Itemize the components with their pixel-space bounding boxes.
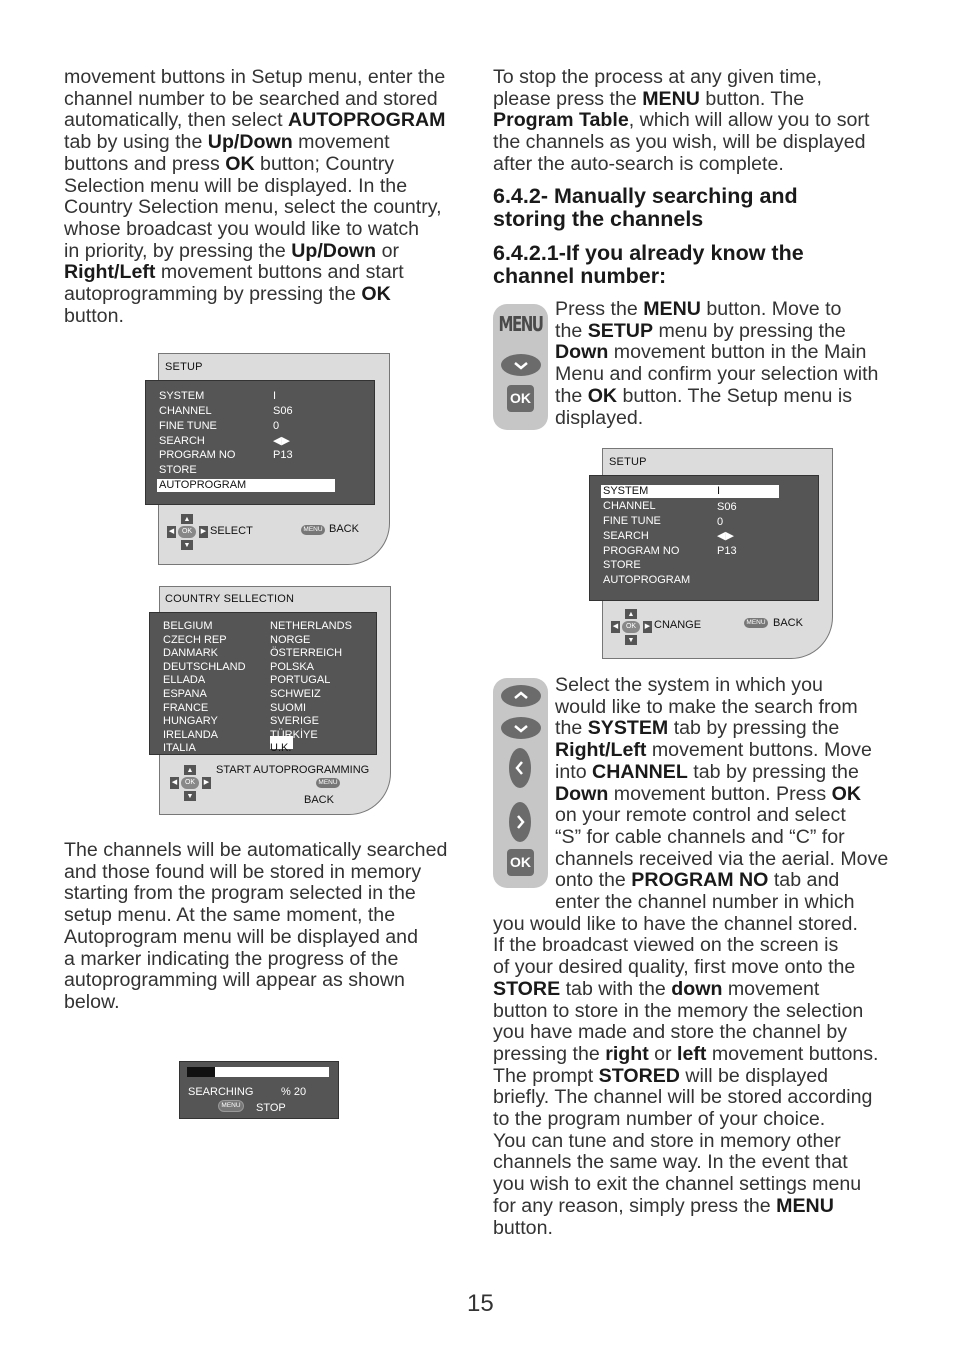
menu-item-channel[interactable]: CHANNEL bbox=[159, 405, 212, 417]
nav-keys-icon bbox=[167, 514, 209, 554]
menu-item-system[interactable]: SYSTEM bbox=[603, 485, 649, 497]
setup-menu-panel bbox=[589, 475, 819, 601]
back-hint: BACK bbox=[773, 617, 803, 629]
section-heading: 6.4.2- Manually searching and storing the channels bbox=[493, 184, 798, 231]
value-system: I bbox=[717, 485, 721, 497]
menu-item-system[interactable]: SYSTEM bbox=[159, 390, 205, 402]
country-option[interactable]: POLSKA bbox=[270, 660, 315, 673]
nav-keys-icon bbox=[170, 765, 212, 805]
country-option[interactable]: SVERIGE bbox=[270, 715, 319, 728]
menu-item-fine-tune[interactable]: FINE TUNE bbox=[603, 515, 661, 527]
stop-hint: STOP bbox=[256, 1102, 286, 1114]
searching-label: SEARCHING bbox=[188, 1086, 254, 1098]
menu-button-icon: MENU bbox=[498, 311, 543, 337]
menu-item-search[interactable]: SEARCH bbox=[603, 530, 649, 542]
stop-process-paragraph: To stop the process at any given time, please press the MENU button. The Program Table, which will allow you to sort the channels as you wish, will be displayed after the auto-search is complete. bbox=[493, 66, 870, 175]
country-list-panel bbox=[149, 612, 377, 755]
nav-left-icon: ◀ bbox=[170, 777, 179, 789]
nav-up-icon: ▲ bbox=[625, 609, 637, 619]
search-percent: % 20 bbox=[281, 1086, 307, 1098]
menu-item-program-no[interactable]: PROGRAM NO bbox=[159, 449, 236, 461]
back-hint: BACK bbox=[329, 523, 359, 535]
country-option[interactable]: SCHWEIZ bbox=[270, 688, 321, 700]
country-option[interactable]: DANMARK bbox=[163, 647, 219, 660]
setup-menu-title: SETUP bbox=[165, 361, 203, 373]
setup-menu-title: SETUP bbox=[609, 456, 647, 468]
value-program-no: P13 bbox=[273, 449, 293, 461]
menu-key-icon: MENU bbox=[744, 618, 768, 628]
nav-right-icon: ▶ bbox=[202, 777, 211, 789]
setup-menu-panel bbox=[145, 380, 375, 505]
page-number: 15 bbox=[467, 1290, 494, 1317]
country-option[interactable]: NETHERLANDS bbox=[270, 620, 352, 632]
value-search: ◀▶ bbox=[717, 530, 734, 542]
menu-item-program-no[interactable]: PROGRAM NO bbox=[603, 545, 680, 557]
nav-down-icon: ▼ bbox=[625, 635, 637, 645]
nav-up-icon: ▲ bbox=[184, 765, 196, 775]
nav-ok-icon: OK bbox=[181, 777, 199, 789]
menu-item-search[interactable]: SEARCH bbox=[159, 435, 205, 447]
nav-down-icon: ▼ bbox=[181, 540, 193, 550]
value-channel: S06 bbox=[273, 405, 293, 417]
menu-item-store[interactable]: STORE bbox=[603, 559, 641, 571]
value-channel: S06 bbox=[717, 501, 737, 513]
value-fine-tune: 0 bbox=[717, 516, 724, 528]
country-option[interactable]: ESPANA bbox=[163, 688, 207, 700]
country-option[interactable]: HUNGARY bbox=[163, 715, 218, 728]
nav-ok-icon: OK bbox=[622, 621, 640, 633]
nav-left-icon: ◀ bbox=[167, 526, 176, 538]
chevron-down-icon bbox=[501, 354, 541, 376]
ok-button-icon: OK bbox=[507, 849, 534, 876]
subsection-heading: 6.4.2.1-If you already know the channel number: bbox=[493, 241, 804, 288]
value-search: ◀▶ bbox=[273, 435, 290, 447]
country-option[interactable]: IRELANDA bbox=[163, 728, 219, 741]
menu-item-autoprogram[interactable]: AUTOPROGRAM bbox=[159, 479, 247, 491]
country-selection-title: COUNTRY SELLECTION bbox=[165, 593, 295, 605]
progress-fill bbox=[187, 1067, 215, 1077]
menu-key-icon: MENU bbox=[218, 1100, 244, 1112]
country-option[interactable]: PORTUGAL bbox=[270, 674, 331, 687]
intro-paragraph: movement buttons in Setup menu, enter the channel number to be searched and stored automatically, then select AUTOPROGRAM tab by using the Up/Down movement buttons and press OK button; Country Selection menu will be displayed. In the Country Selection menu, select the country, whose broadcast you would like to watch in priority, by pressing the Up/Down or Right/Left movement buttons and start autoprogramming by pressing the OK button. bbox=[64, 66, 446, 327]
autoprogram-progress-figure bbox=[179, 1061, 339, 1119]
menu-key-icon: MENU bbox=[316, 778, 340, 788]
change-hint: CNANGE bbox=[654, 619, 702, 631]
menu-item-store[interactable]: STORE bbox=[159, 464, 197, 476]
select-hint: SELECT bbox=[210, 525, 253, 537]
setup-menu-figure bbox=[158, 353, 390, 565]
autosearch-paragraph: The channels will be automatically searched and those found will be stored in memory starting from the program selected in the setup menu. At the same moment, the Autoprogram menu will be displayed and a marker indicating the progress of the autoprogramming will appear as shown below. bbox=[64, 839, 448, 1013]
menu-item-channel[interactable]: CHANNEL bbox=[603, 500, 656, 512]
country-option[interactable]: FRANCE bbox=[163, 701, 209, 714]
nav-right-icon: ▶ bbox=[199, 526, 208, 538]
nav-right-icon: ▶ bbox=[643, 621, 652, 633]
country-option[interactable]: NORGE bbox=[270, 633, 311, 646]
country-option[interactable]: CZECH REP bbox=[163, 633, 227, 646]
country-option[interactable]: SUOMI bbox=[270, 701, 307, 714]
country-option[interactable]: DEUTSCHLAND bbox=[163, 660, 246, 673]
nav-keys-icon bbox=[611, 609, 653, 649]
country-option[interactable]: U.K. bbox=[270, 742, 292, 755]
menu-item-fine-tune[interactable]: FINE TUNE bbox=[159, 420, 217, 432]
setup-menu-figure-2 bbox=[602, 448, 833, 659]
menu-key-icon: MENU bbox=[301, 525, 325, 535]
value-system: I bbox=[273, 390, 277, 402]
nav-down-icon: ▼ bbox=[184, 791, 196, 801]
nav-left-icon: ◀ bbox=[611, 621, 620, 633]
country-option[interactable]: ELLADA bbox=[163, 674, 206, 687]
value-fine-tune: 0 bbox=[273, 420, 280, 432]
back-hint: BACK bbox=[304, 794, 334, 806]
country-option[interactable]: ITALIA bbox=[163, 742, 196, 755]
menu-item-autoprogram[interactable]: AUTOPROGRAM bbox=[603, 574, 691, 586]
start-autoprogramming-hint: START AUTOPROGRAMMING bbox=[216, 764, 370, 776]
country-option[interactable]: ÖSTERREICH bbox=[270, 647, 343, 660]
country-option[interactable]: BELGIUM bbox=[163, 620, 213, 632]
country-selection-figure bbox=[159, 586, 391, 815]
nav-ok-icon: OK bbox=[178, 526, 196, 538]
step2-paragraph: Select the system in which you would like to make the search from the SYSTEM tab by pressing the Right/Left movement buttons. Move into CHANNEL tab by pressing the Down movement button. Press OK on your remote control and select “S” for cable channels and “C” for channels received via the aerial. Move onto the PROGRAM NO tab and enter the channel number in which you would like to have the channel stored. If the broadcast viewed on the screen is of your desired quality, first move onto the STORE tab with the down movement button to store in the memory the selection you have made and store the channel by pressing the right or left movement buttons. The prompt STORED will be displayed briefly. The channel will be stored according to the program number of your choice. You can tune and store in memory other channels the same way. In the event that you wish to exit the channel settings menu for any reason, simply press the MENU button. bbox=[493, 674, 889, 1239]
country-option[interactable]: TÜRKİYE bbox=[270, 728, 318, 741]
nav-up-icon: ▲ bbox=[181, 514, 193, 524]
step1-paragraph: Press the MENU button. Move to the SETUP menu by pressing the Down movement button in the Main Menu and confirm your selection with the OK button. The Setup menu is displayed. bbox=[555, 298, 879, 429]
value-program-no: P13 bbox=[717, 545, 737, 557]
remote-graphic-menu-ok bbox=[493, 304, 548, 430]
progress-track bbox=[187, 1067, 329, 1077]
ok-button-icon: OK bbox=[507, 385, 534, 412]
